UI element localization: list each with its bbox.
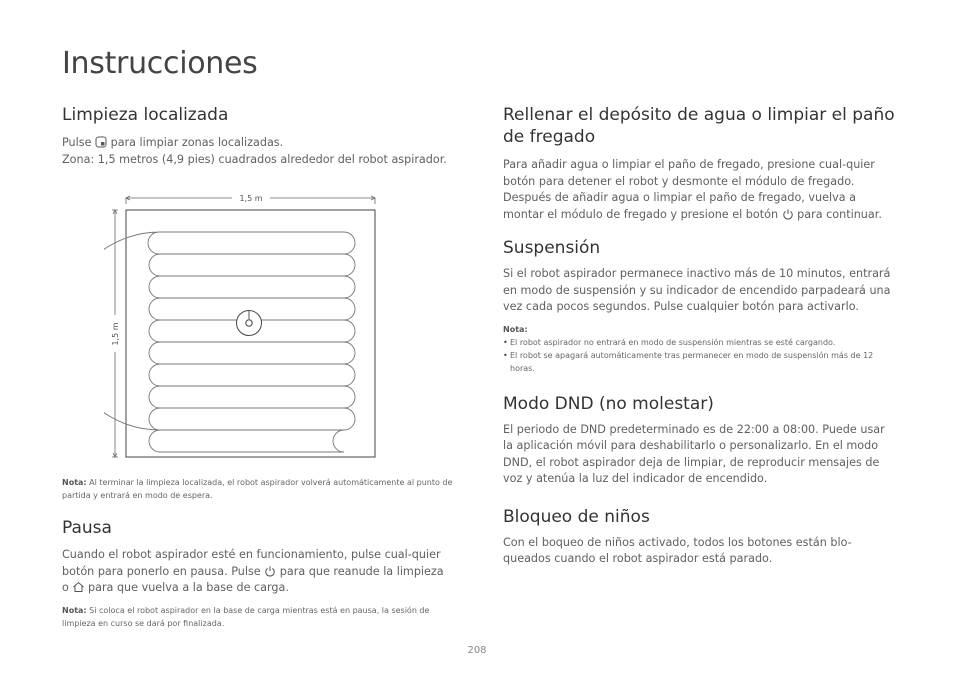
refill-text-b: para continuar. bbox=[797, 207, 882, 221]
sleep-note-bullet: • El robot se apagará automáticamente tras permanecer en modo de suspensión más de 12 horas. bbox=[503, 349, 895, 375]
pause-text-b: para que reanude la limpieza o bbox=[62, 564, 444, 594]
right-column bbox=[503, 104, 895, 568]
dnd-text: El periodo de DND predeterminado es de 22:00 a 08:00. Puede usar la aplicación móvil para deshabilitarlo o personalizarlo. En el modo DND, el robot aspirador deja de limpiar, de reproducir mensajes de voz y atenúa la luz del indicador de encendido. bbox=[503, 422, 885, 485]
robot-icon bbox=[237, 311, 262, 336]
pause-text-c: para que vuelva a la base de carga. bbox=[87, 581, 289, 594]
child-lock-heading: Bloqueo de niños bbox=[503, 506, 650, 527]
pause-note-text: Si coloca el robot aspirador en la base de carga mientras está en pausa, la sesión de limpieza en curso se dará por finalizada. bbox=[62, 605, 430, 628]
page-title: Instrucciones bbox=[62, 46, 258, 81]
pause-text-a: Cuando el robot aspirador esté en funcionamiento, pulse cual-quier botón para ponerlo en pausa. Pulse bbox=[62, 548, 441, 578]
cleaning-path bbox=[104, 232, 355, 452]
pause-text bbox=[62, 547, 454, 597]
dimension-left-label: 1,5 m bbox=[111, 322, 120, 346]
pause-heading: Pausa bbox=[62, 518, 112, 538]
child-lock-text: Con el boqueo de niños activado, todos los botones están blo-queados cuando el robot aspirador está parado. bbox=[503, 535, 852, 565]
refill-text-a: Para añadir agua o limpiar el paño de fregado, presione cual-quier botón para detener el robot y desmonte el módulo de fregado. Después de añadir agua o limpiar el paño de fregado, vuelva a montar el módulo de fregado y presione el botón bbox=[503, 158, 875, 221]
spot-line1-before: Pulse bbox=[62, 136, 92, 149]
home-icon bbox=[72, 581, 84, 593]
sleep-note-label: Nota: bbox=[503, 324, 528, 334]
spot-line1-after: para limpiar zonas localizadas. bbox=[110, 136, 284, 149]
spot-clean-diagram bbox=[104, 190, 384, 470]
sleep-note-list bbox=[503, 336, 895, 375]
spot-clean-icon bbox=[95, 136, 107, 148]
sleep-heading: Suspensión bbox=[503, 238, 601, 258]
sleep-text: Si el robot aspirador permanece inactivo más de 10 minutos, entrará en modo de suspensión y su indicador de encendido parpadeará una vez cada pocos segundos. Pulse cualquier botón para activarlo. bbox=[503, 267, 891, 313]
spot-clean-note bbox=[62, 476, 454, 502]
spot-note-label: Nota: bbox=[62, 478, 87, 487]
page-number: 208 bbox=[467, 645, 487, 656]
refill-text bbox=[503, 157, 895, 223]
left-column bbox=[62, 104, 454, 168]
dimension-top-label: 1,5 m bbox=[239, 194, 263, 203]
pause-section bbox=[62, 517, 454, 630]
pause-note bbox=[62, 604, 454, 630]
refill-heading: Rellenar el depósito de agua o limpiar el paño de fregado bbox=[503, 105, 895, 147]
pause-note-label: Nota: bbox=[62, 605, 87, 615]
spot-clean-heading: Limpieza localizada bbox=[62, 105, 229, 125]
spot-clean-text bbox=[62, 135, 454, 168]
sleep-note-bullet: • El robot aspirador no entrará en modo de suspensión mientras se esté cargando. bbox=[503, 336, 895, 349]
spot-line2: Zona: 1,5 metros (4,9 pies) cuadrados alrededor del robot aspirador. bbox=[62, 152, 447, 166]
dnd-heading: Modo DND (no molestar) bbox=[503, 393, 714, 414]
power-icon bbox=[782, 208, 794, 220]
dimension-top bbox=[126, 194, 375, 204]
sleep-note bbox=[503, 323, 895, 375]
dimension-left bbox=[111, 210, 120, 457]
spot-note-text: Al terminar la limpieza localizada, el robot aspirador volverá automáticamente al punto de partida y entrará en modo de espera. bbox=[62, 478, 453, 500]
power-icon bbox=[264, 565, 276, 577]
